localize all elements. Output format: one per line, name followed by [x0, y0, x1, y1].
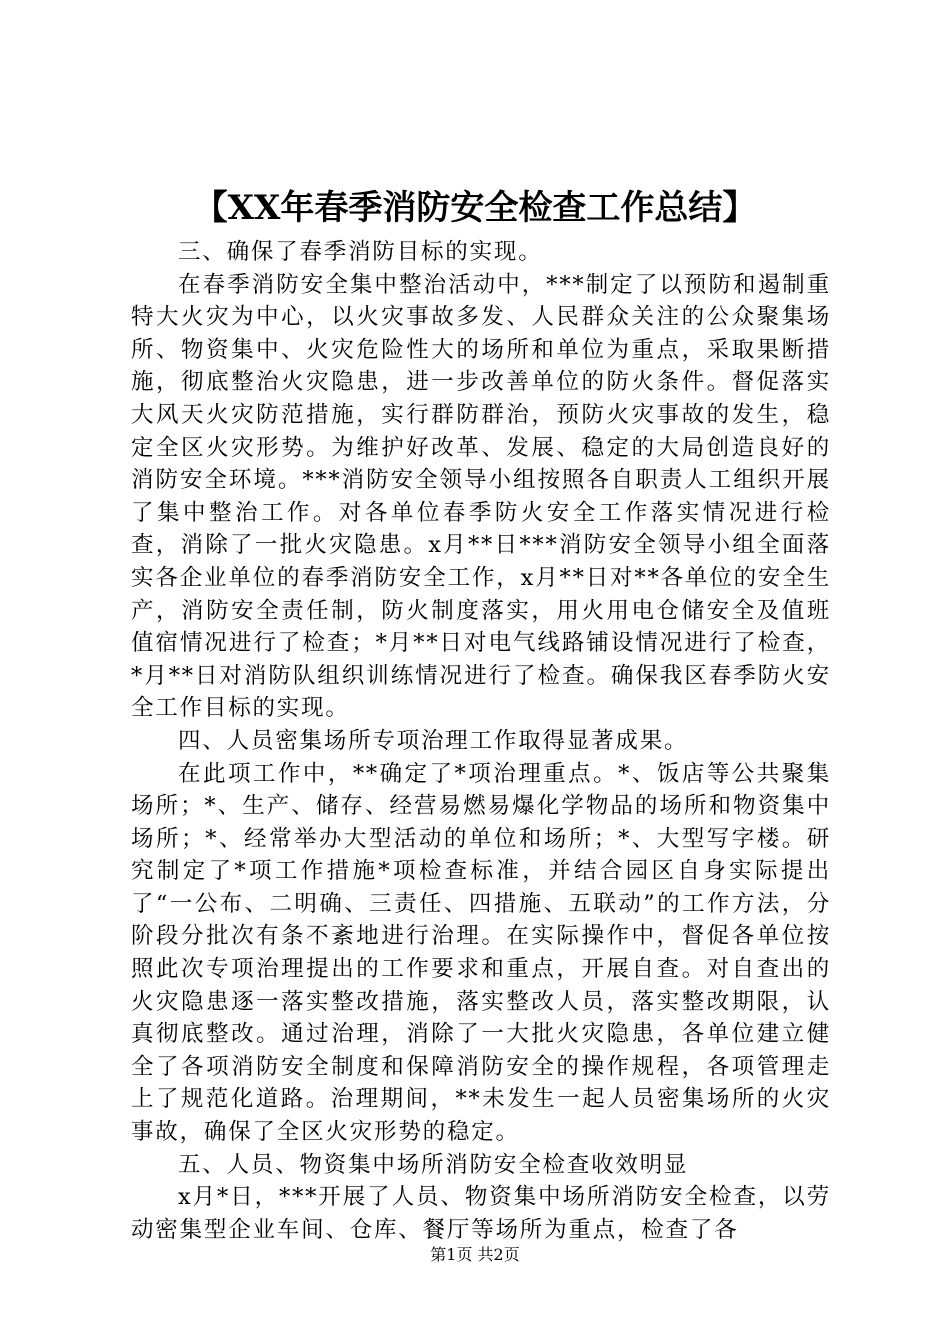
section-heading-5: 五、人员、物资集中场所消防安全检查收效明显 [178, 1151, 689, 1178]
document-body [131, 236, 831, 1246]
section-heading-3: 三、确保了春季消防目标的实现。 [178, 239, 543, 265]
document-title: 【XX年春季消防安全检查工作总结】 [193, 188, 757, 228]
page-number-footer: 第1页 共2页 [430, 1245, 520, 1264]
paragraph-section-4: 在此项工作中，**确定了*项治理重点。*、饭店等公共聚集场所；*、生产、储存、经营易燃易爆化学物品的场所和物资集中场所；*、经常举办大型活动的单位和场所；*、大型写字楼。研究制定了*项工作措施*项检查标准，并结合园区自身实际提出了“一公布、二明确、三责任、四措施、五联动”的工作方法，分阶段分批次有条不紊地进行治理。在实际操作中，督促各单位按照此次专项治理提出的工作要求和重点，开展自查。对自查出的火灾隐患逐一落实整改措施，落实整改人员，落实整改期限，认真彻底整改。通过治理，消除了一大批火灾隐患，各单位建立健全了各项消防安全制度和保障消防安全的操作规程，各项管理走上了规范化道路。治理期间，**未发生一起人员密集场所的火灾事故，确保了全区火灾形势的稳定。 [131, 760, 831, 1146]
section-heading-4: 四、人员密集场所专项治理工作取得显著成果。 [178, 727, 689, 754]
paragraph-section-5: x月*日，***开展了人员、物资集中场所消防安全检查，以劳动密集型企业车间、仓库、餐厅等场所为重点，检查了各 [131, 1184, 831, 1243]
paragraph-section-3: 在春季消防安全集中整治活动中，***制定了以预防和遏制重特大火灾为中心，以火灾事故多发、人民群众关注的公众聚集场所、物资集中、火灾危险性大的场所和单位为重点，采取果断措施，彻底整治火灾隐患，进一步改善单位的防火条件。督促落实大风天火灾防范措施，实行群防群治，预防火灾事故的发生，稳定全区火灾形势。为维护好改革、发展、稳定的大局创造良好的消防安全环境。***消防安全领导小组按照各自职责人工组织开展了集中整治工作。对各单位春季防火安全工作落实情况进行检查，消除了一批火灾隐患。x月**日***消防安全领导小组全面落实各企业单位的春季消防安全工作，x月**日对**各单位的安全生产，消防安全责任制，防火制度落实，用火用电仓储安全及值班值宿情况进行了检查；*月**日对电气线路铺设情况进行了检查，*月**日对消防队组织训练情况进行了检查。确保我区春季防火安全工作目标的实现。 [131, 271, 831, 722]
